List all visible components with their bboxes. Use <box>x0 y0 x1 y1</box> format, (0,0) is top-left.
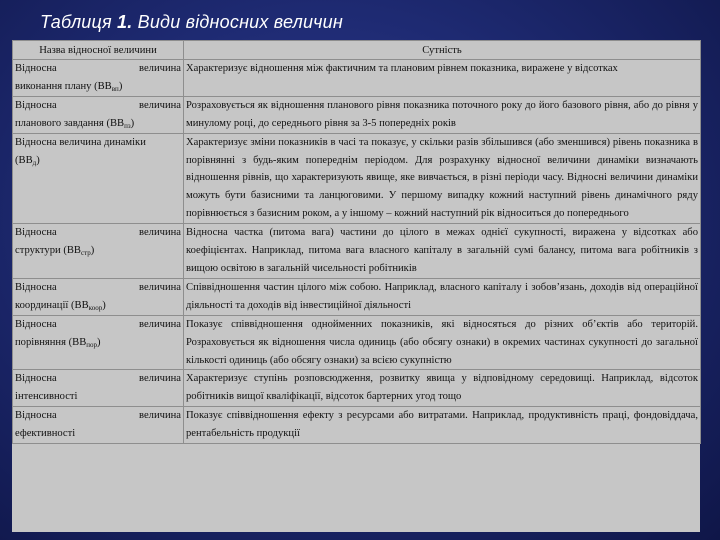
value-description-cell: Показує співвідношення ефекту з ресурсами або витратами. Наприклад, продуктивність праці, фондовіддача, рентабельність продукції <box>184 407 701 444</box>
value-description-cell: Характеризує ступінь розповсюдження, розвитку явища у відповідному середовищі. Наприклад, відсоток робітників вищої кваліфікації, відсоток бартерних угод тощо <box>184 370 701 407</box>
value-name-cell: Відносна величина структури $(ВВ_{стр})$ <box>13 224 184 279</box>
title-text: Види відносних величин <box>137 12 344 32</box>
value-name-cell: Відносна величина планового завдання $(ВВ_{пз})$ <box>13 96 184 133</box>
value-name-cell: Відносна величина координації $(ВВ_{коор})$ <box>13 278 184 315</box>
value-name-cell: Відносна величина інтенсивності <box>13 370 184 407</box>
slide-title <box>40 12 343 33</box>
value-description-cell: Характеризує відношення між фактичним та плановим рівнем показника, виражене у відсотках <box>184 60 701 97</box>
header-name: Назва відносної величини <box>13 41 184 60</box>
value-name-cell: Відносна величина динаміки $(ВВ_д)$ <box>13 133 184 224</box>
value-description-cell: Показує співвідношення однойменних показників, які відносяться до різних об’єктів або територій. Розраховується як відношення числа одиниць (або обсягу ознаки) в окремих частинах сукупності до загальної кількості одиниць (або обсягу ознаки) за всією сукупністю <box>184 315 701 370</box>
value-description-cell: Відносна частка (питома вага) частини до цілого в межах однієї сукупності, виражена у відсотках або коефіцієнтах. Наприклад, питома вага власного капіталу в загальній сумі балансу, питома вага робітників з вищою освітою в загальній чисельності робітників <box>184 224 701 279</box>
title-prefix: Таблиця <box>40 12 112 32</box>
table-header-row <box>13 41 701 60</box>
relative-values-table <box>12 40 700 532</box>
value-description-cell: Розраховується як відношення планового рівня показника поточного року до його базового рівня, або до рівня у минулому році, до середнього рівня за 3-5 попередніх років <box>184 96 701 133</box>
table-row <box>13 278 701 315</box>
value-description-cell: Співвідношення частин цілого між собою. Наприклад, власного капіталу і зобов’язань, доходів від операційної діяльності та доходів від інвестиційної діяльності <box>184 278 701 315</box>
table-row <box>13 370 701 407</box>
title-number: 1. <box>117 12 133 32</box>
value-name-cell: Відносна величина ефективності <box>13 407 184 444</box>
value-name-cell: Відносна величина виконання плану $(ВВ_{вп})$ <box>13 60 184 97</box>
header-essence: Сутність <box>184 41 701 60</box>
value-name-cell: Відносна величина порівняння $(ВВ_{пор})$ <box>13 315 184 370</box>
table-row <box>13 407 701 444</box>
table-row <box>13 96 701 133</box>
table-row <box>13 315 701 370</box>
table-row <box>13 133 701 224</box>
table-row <box>13 60 701 97</box>
value-description-cell: Характеризує зміни показників в часі та показує, у скільки разів збільшився (або зменшився) рівень показника в порівнянні з будь-яким попереднім періодом. Для розрахунку відносної величини динаміки визначають відношення рівнів, що характеризують явище, яке вивчається, в різні періоди часу. Відносні величини динаміки можуть бути базисними та ланцюговими. У першому випадку кожний наступний рівень динамічного ряду порівнюється з базисним роком, а у іншому – кожний наступний рік відноситься до попереднього <box>184 133 701 224</box>
table-row <box>13 224 701 279</box>
